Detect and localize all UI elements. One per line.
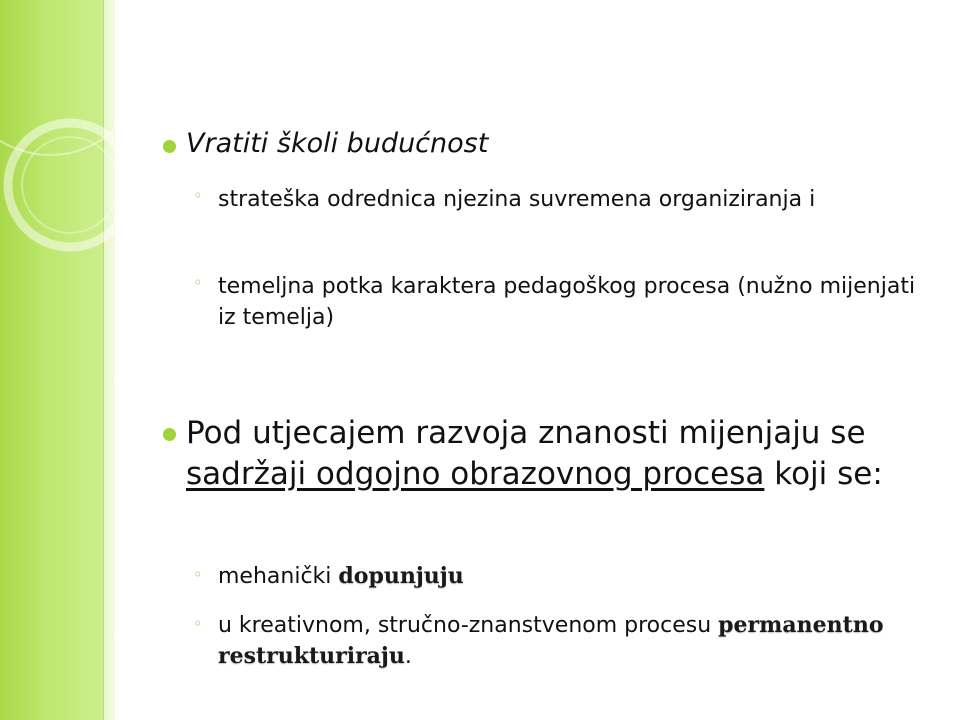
sub-item-text: temeljna potka karaktera pedagoškog procesa (nužno mijenjati iz temelja): [218, 274, 916, 330]
sub-bullet-icon: ◦: [193, 614, 203, 633]
item-title: [186, 413, 951, 495]
sub-item-suffix: .: [404, 644, 412, 669]
bullet-icon: [163, 140, 176, 153]
bullet-icon: [163, 428, 176, 441]
sub-bullet-icon: ◦: [193, 186, 203, 205]
sub-bullet-icon: ◦: [193, 273, 203, 292]
decorative-circles: [0, 0, 114, 320]
title-part: koji se:: [774, 456, 883, 492]
sub-item-text: strateška odrednica njezina suvremena organiziranja i: [218, 187, 816, 212]
underlined-phrase: sadržaji odgojno obrazovnog procesa: [186, 456, 765, 492]
sub-item-plain: mehanički: [218, 564, 332, 589]
title-part: Pod utjecajem razvoja znanosti mijenjaju se: [186, 415, 866, 451]
sub-item-text: [218, 610, 918, 672]
emphasis-text: dopunjuju: [338, 563, 464, 589]
item-title: Vratiti školi budućnost: [186, 128, 489, 159]
sub-item-text: [218, 561, 918, 592]
sub-item-plain: u kreativnom, stručno-znanstvenom procesu: [218, 613, 712, 638]
sub-bullet-icon: ◦: [193, 565, 203, 584]
emphasis-text: permanentno restrukturiraju: [218, 612, 884, 669]
